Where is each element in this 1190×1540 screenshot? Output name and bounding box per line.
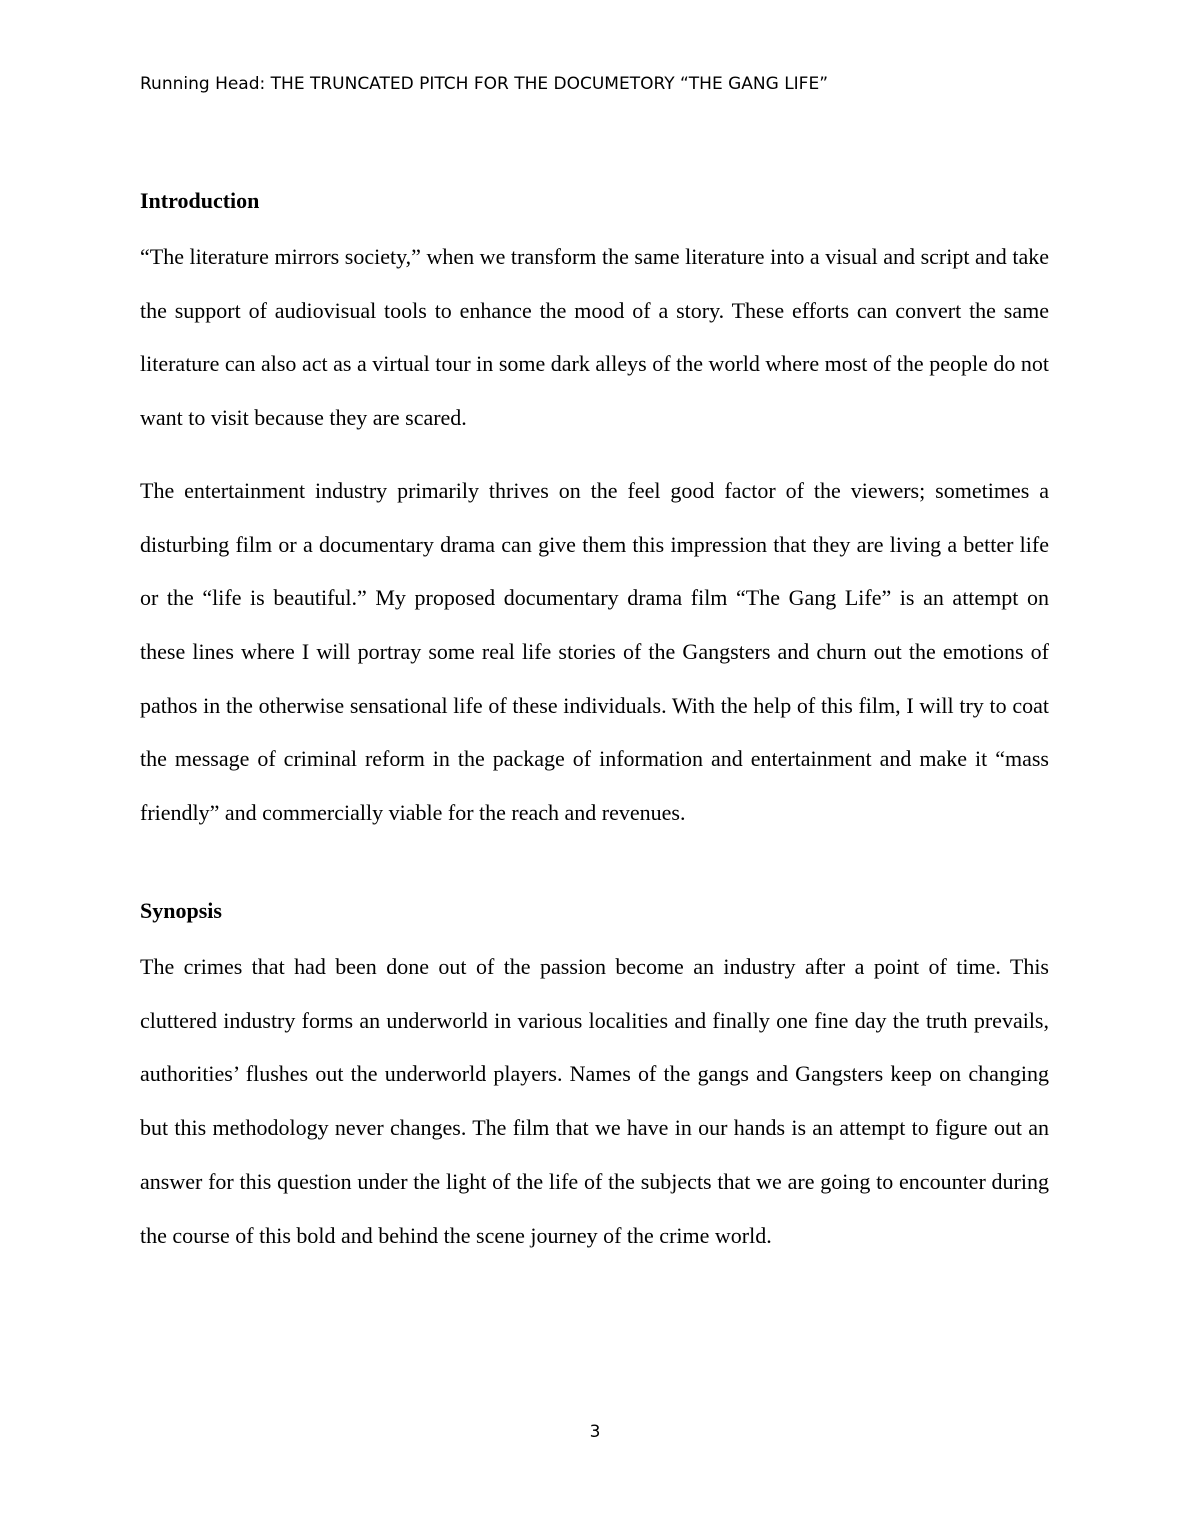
introduction-paragraph-2: The entertainment industry primarily thrives on the feel good factor of the viewers; sometimes a disturbing film or a documentary drama can give them this impression that they are living a better life or the “life is beautiful.” My proposed documentary drama film “The Gang Life” is an attempt on these lines where I will portray some real life stories of the Gangsters and churn out the emotions of pathos in the otherwise sensational life of these individuals. With the help of this film, I will try to coat the message of criminal reform in the package of information and entertainment and make it “mass friendly” and commercially viable for the reach and revenues. <box>140 477 1049 826</box>
page-number: 3 <box>589 1422 601 1442</box>
running-head: Running Head: THE TRUNCATED PITCH FOR THE DOCUMETORY “THE GANG LIFE” <box>140 74 829 94</box>
synopsis-section <box>140 896 1049 1262</box>
synopsis-heading: Synopsis <box>140 898 222 923</box>
synopsis-paragraph-1: The crimes that had been done out of the passion become an industry after a point of time. This cluttered industry forms an underworld in various localities and finally one fine day the truth prevails, authorities’ flushes out the underworld players. Names of the gangs and Gangsters keep on changing but this methodology never changes. The film that we have in our hands is an attempt to figure out an answer for this question under the light of the life of the subjects that we are going to encounter during the course of this bold and behind the scene journey of the crime world. <box>140 954 1049 1248</box>
introduction-heading: Introduction <box>140 188 260 213</box>
introduction-section <box>140 186 1049 840</box>
introduction-paragraph-1: “The literature mirrors society,” when we transform the same literature into a visual and script and take the support of audiovisual tools to enhance the mood of a story. These efforts can convert the same literature can also act as a virtual tour in some dark alleys of the world where most of the people do not want to visit because they are scared. <box>140 244 1049 431</box>
